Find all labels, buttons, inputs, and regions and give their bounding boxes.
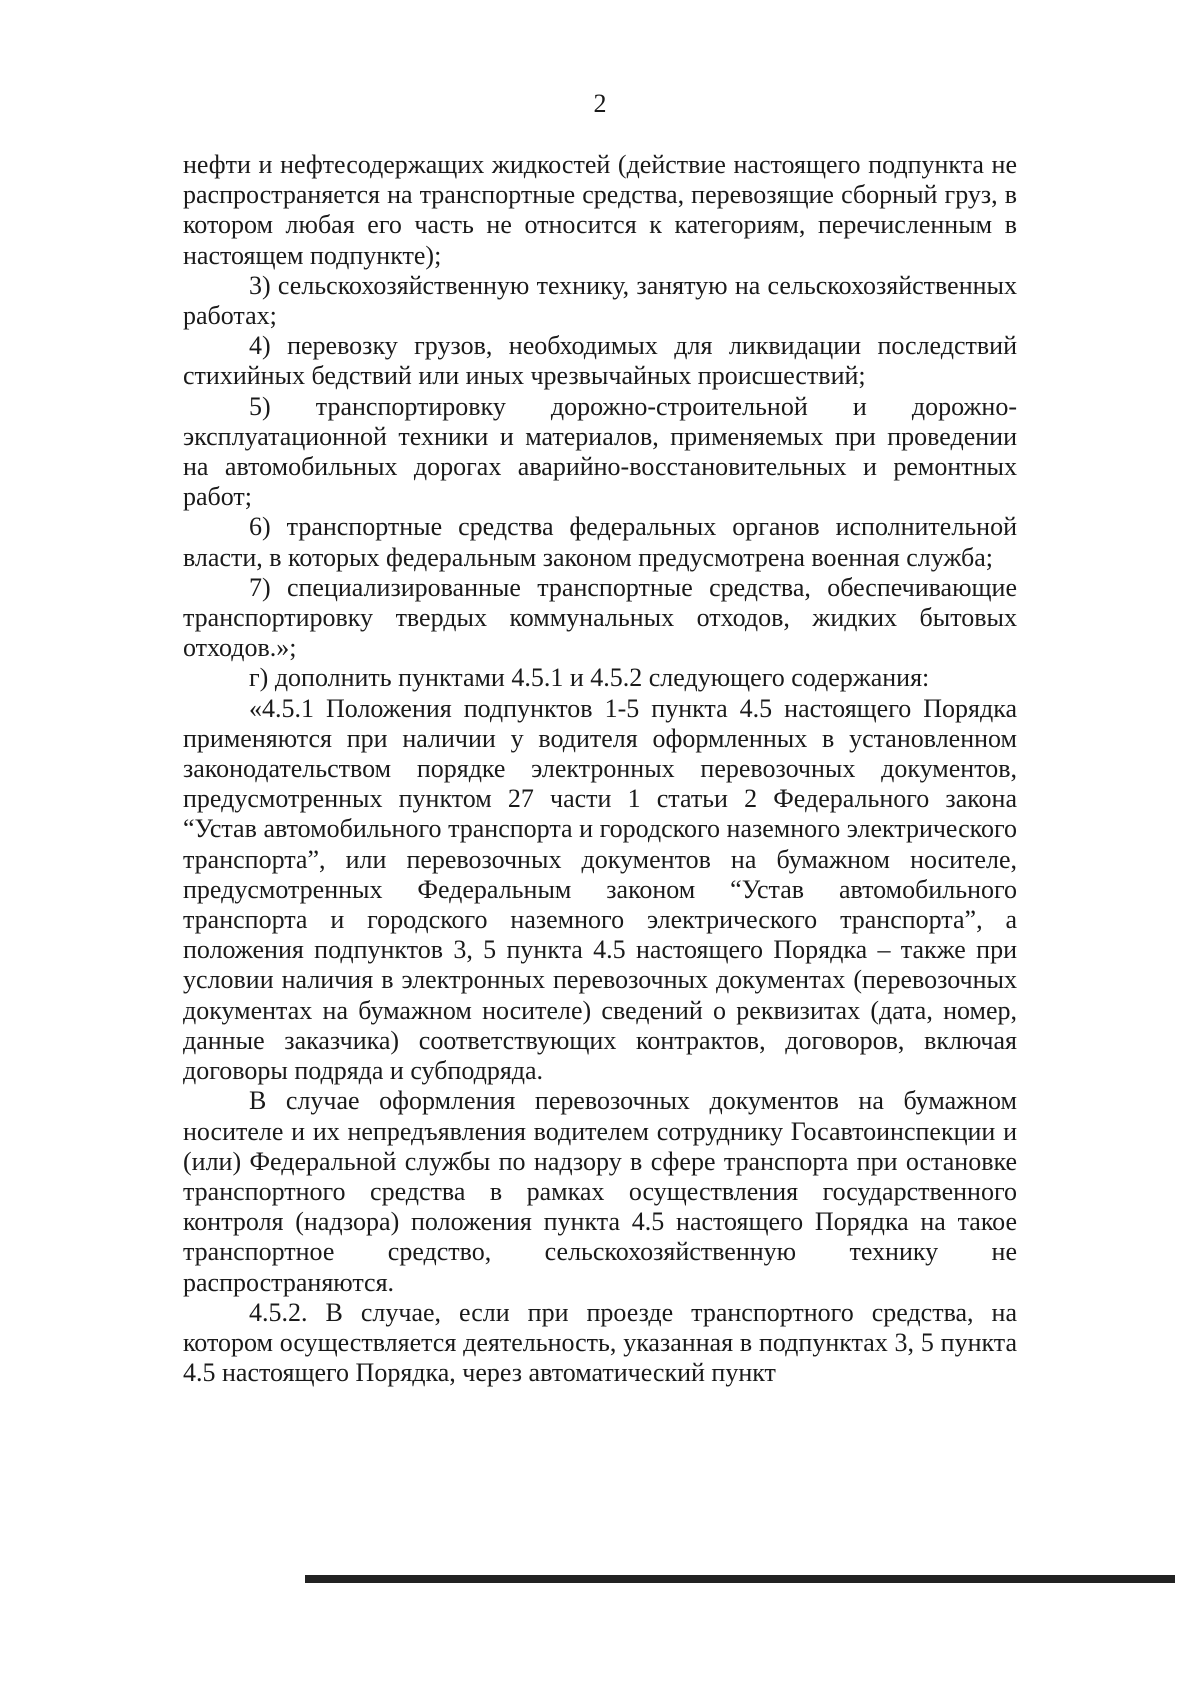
paragraph: нефти и нефтесодержащих жидкостей (действие настоящего подпункта не распространяется на транспортные средства, перевозящие сборный груз, в котором любая его часть не относится к категориям, перечисленным в настоящем подпункте); (183, 150, 1017, 270)
scan-edge-rule (305, 1575, 1175, 1583)
clause-4-5-2: 4.5.2. В случае, если при проезде транспортного средства, на котором осуществляется деятельность, указанная в подпунктах 3, 5 пункта 4.5 настоящего Порядка, через автоматический пункт (183, 1297, 1017, 1388)
amendment-item-g: г) дополнить пунктами 4.5.1 и 4.5.2 следующего содержания: (249, 663, 930, 693)
list-item-3: 3) сельскохозяйственную технику, занятую на сельскохозяйственных работах; (183, 270, 1017, 331)
page-number: 2 (593, 89, 607, 118)
list-item-6: 6) транспортные средства федеральных органов исполнительной власти, в которых федеральным законом предусмотрена военная служба; (183, 512, 1017, 572)
list-item-7: 7) специализированные транспортные средства, обеспечивающие транспортировку твердых коммунальных отходов, жидких бытовых отходов.»; (183, 572, 1017, 663)
clause-4-5-1: «4.5.1 Положения подпунктов 1-5 пункта 4.5 настоящего Порядка применяются при наличии у водителя оформленных в установленном законодательством порядке электронных перевозочных документов, предусмотренных пунктом 27 части 1 статьи 2 Федерального закона “Устав автомобильного транспорта и городского наземного электрического транспорта”, или перевозочных документов на бумажном носителе, предусмотренных Федеральным законом “Устав автомобильного транспорта и городского наземного электрического транспорта”, а положения подпунктов 3, 5 пункта 4.5 настоящего Порядка – также при условии наличия в электронных перевозочных документах (перевозочных документах на бумажном носителе) сведений о реквизитах (дата, номер, данные заказчика) соответствующих контрактов, договоров, включая договоры подряда и субподряда. (183, 693, 1017, 1086)
list-item-4: 4) перевозку грузов, необходимых для ликвидации последствий стихийных бедствий или иных чрезвычайных происшествий; (183, 331, 1017, 391)
document-body (183, 150, 1017, 1388)
list-item-5: 5) транспортировку дорожно-строительной и дорожно-эксплуатационной техники и материалов, применяемых при проведении на автомобильных дорогах аварийно-восстановительных и ремонтных работ; (183, 391, 1017, 512)
clause-4-5-1-second-paragraph: В случае оформления перевозочных документов на бумажном носителе и их непредъявления водителем сотруднику Госавтоинспекции и (или) Федеральной службы по надзору в сфере транспорта при остановке транспортного средства в рамках осуществления государственного контроля (надзора) положения пункта 4.5 настоящего Порядка на такое транспортное средство, сельскохозяйственную технику не распространяются. (183, 1086, 1017, 1297)
